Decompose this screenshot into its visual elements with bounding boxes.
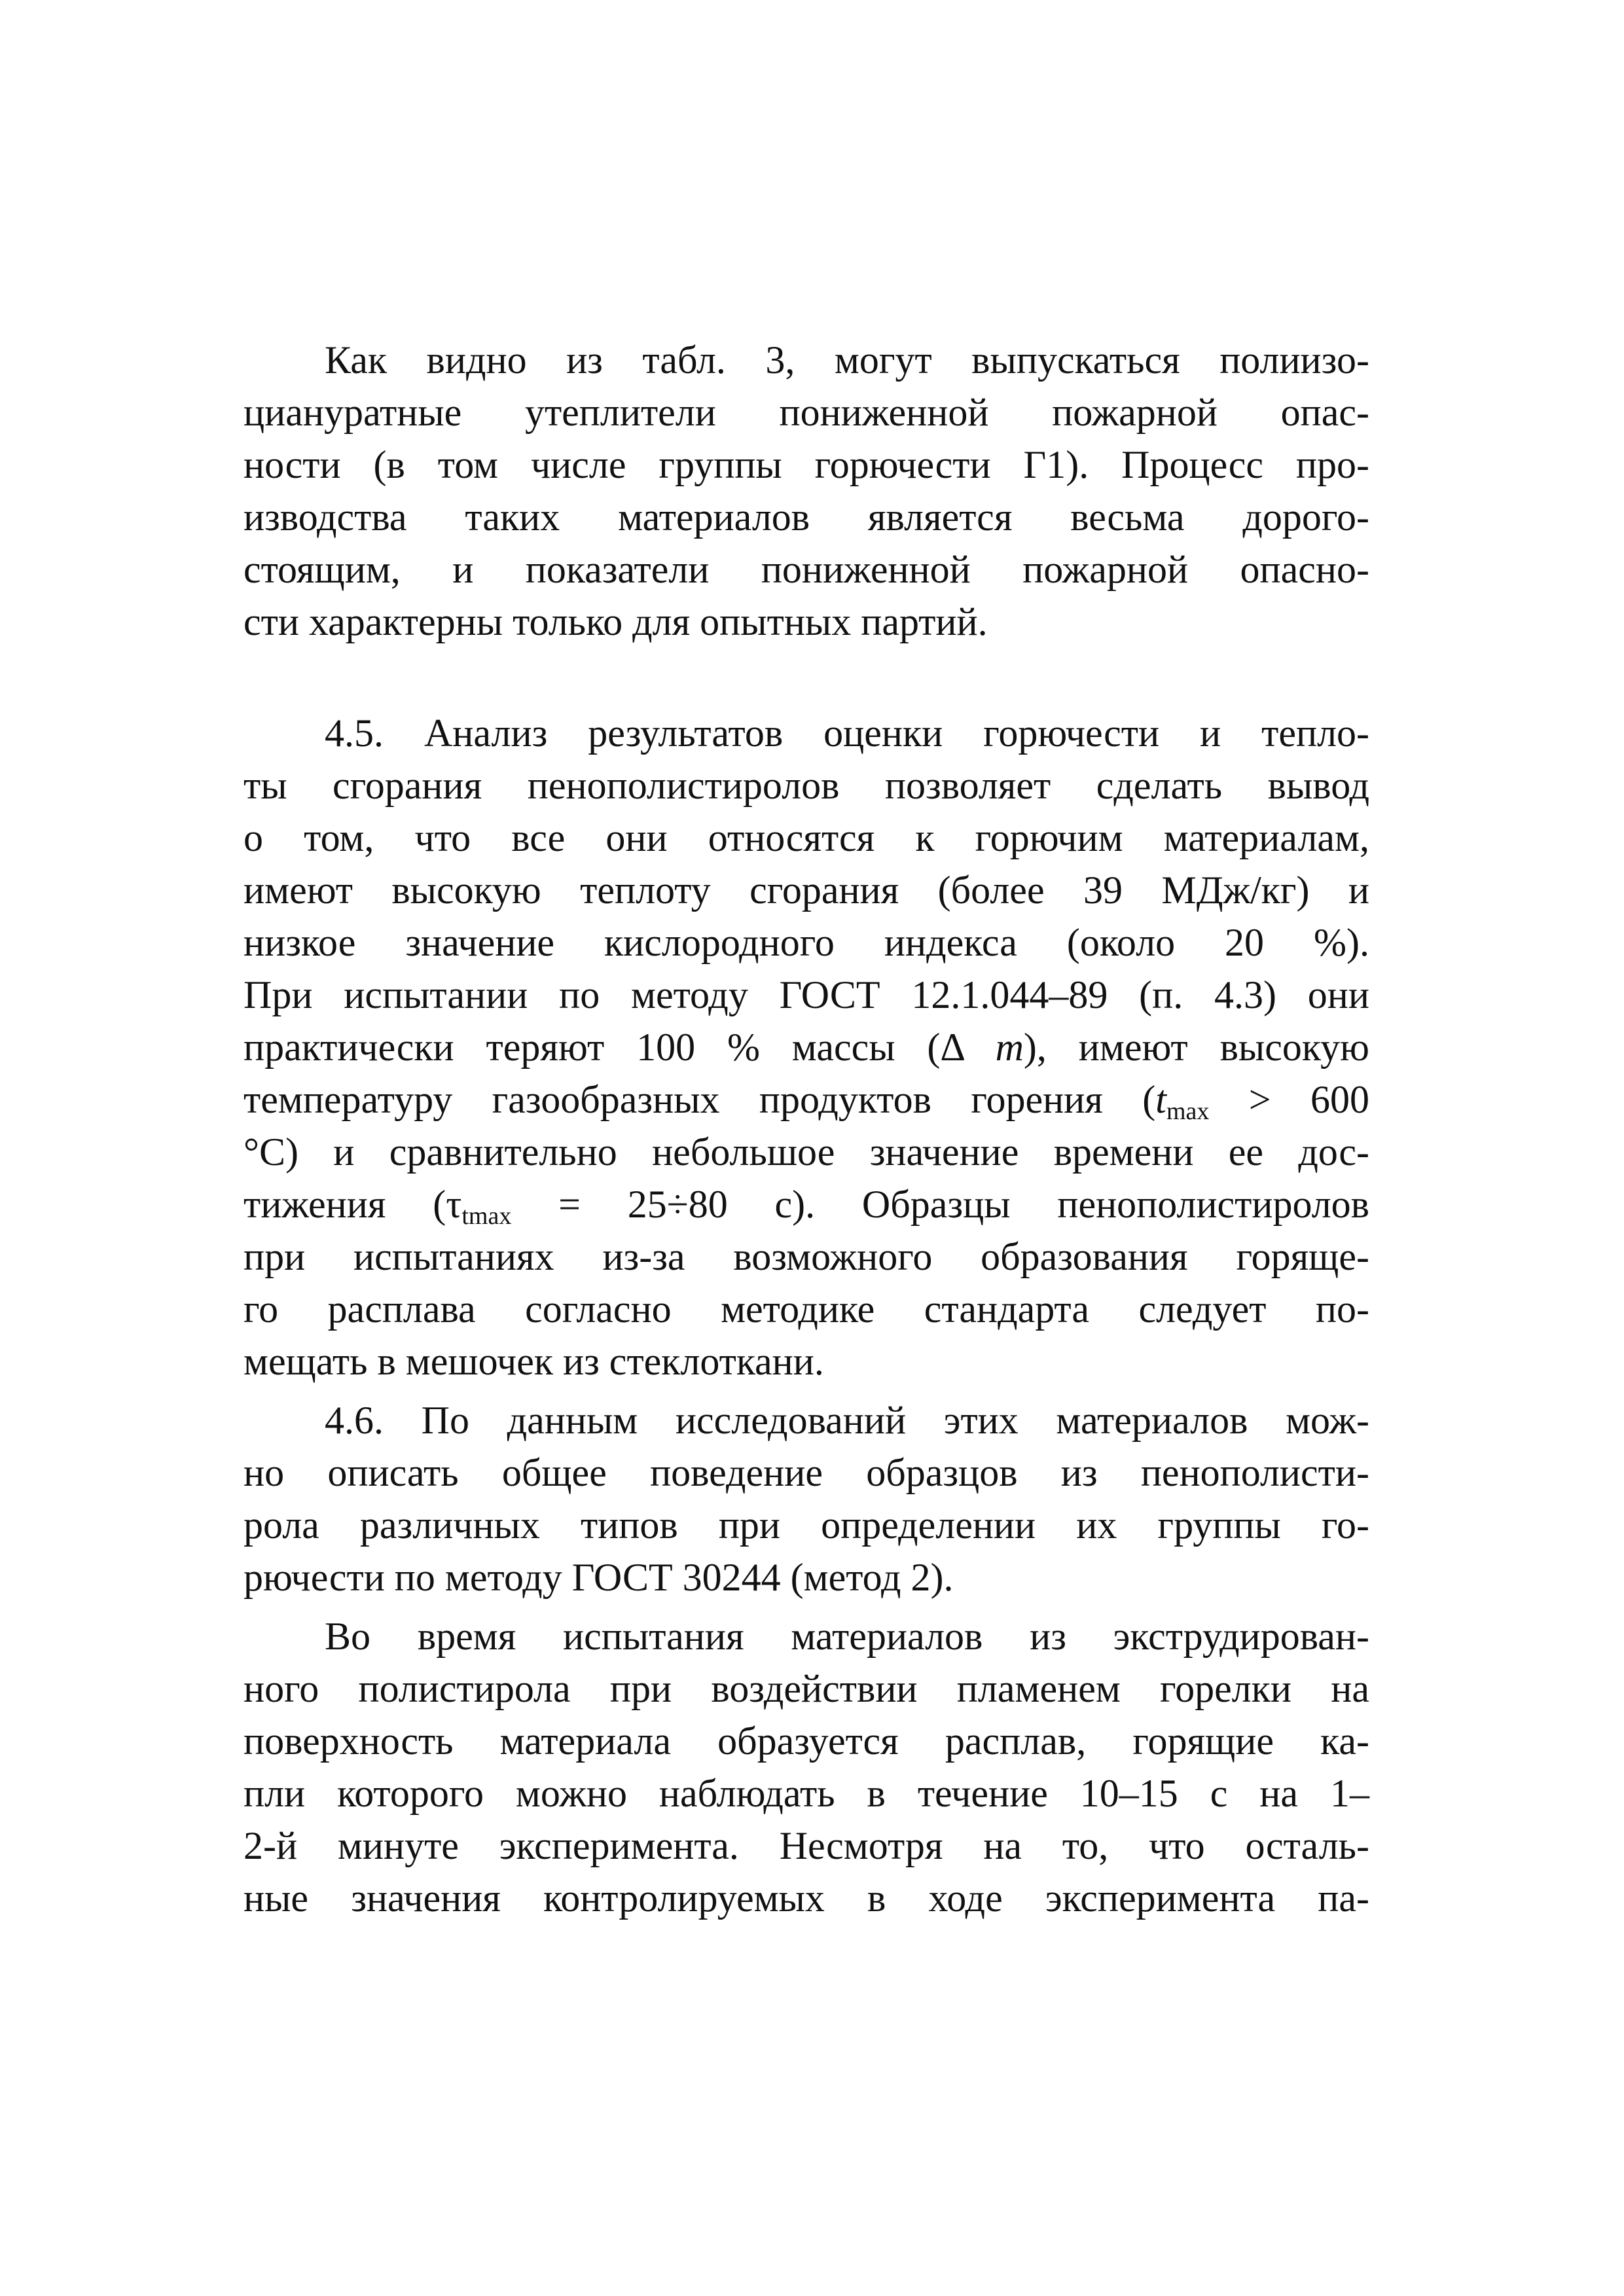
p2-line-10-suffix: = 25÷80 с). Образцы пенополистиролов — [511, 1183, 1369, 1226]
p1-line-6: сти характерны только для опытных партий. — [244, 600, 988, 643]
p2-line-10 — [244, 1178, 1369, 1230]
p4-line-5: 2-й минуте эксперимента. Несмотря на то, что осталь- — [244, 1824, 1369, 1867]
p2-line-7 — [244, 1021, 1369, 1073]
temperature-subscript: max — [1166, 1098, 1210, 1125]
p2-line-12: го расплава согласно методике стандарта следует по- — [244, 1287, 1369, 1331]
mass-variable: m — [995, 1026, 1024, 1069]
p4-line-6: ные значения контролируемых в ходе эксперимента па- — [244, 1876, 1369, 1920]
p4-line-4: пли которого можно наблюдать в течение 10–15 с на 1– — [244, 1772, 1369, 1815]
p3-line-1: 4.6. По данным исследований этих материалов мож- — [325, 1399, 1369, 1442]
p2-line-7-suffix: ), имеют высокую — [1023, 1026, 1369, 1069]
p2-line-8 — [244, 1073, 1369, 1126]
p2-line-11: при испытаниях из-за возможного образования горяще- — [244, 1235, 1369, 1278]
p2-line-7-prefix: практически теряют 100 % массы (Δ — [244, 1026, 996, 1069]
p1-line-4: изводства таких материалов является весьма дорого- — [244, 495, 1369, 539]
p2-line-3: о том, что все они относятся к горючим материалам, — [244, 816, 1369, 859]
p4-line-1: Во время испытания материалов из экструдирован- — [325, 1615, 1369, 1658]
p1-line-1: Как видно из табл. 3, могут выпускаться полиизо- — [325, 338, 1369, 382]
p2-line-8-suffix: > 600 — [1209, 1078, 1370, 1121]
temperature-variable: t — [1155, 1078, 1166, 1121]
p4-line-3: поверхность материала образуется расплав, горящие ка- — [244, 1719, 1369, 1763]
p1-line-5: стоящим, и показатели пониженной пожарной опасно- — [244, 548, 1369, 591]
time-subscript: tmax — [461, 1202, 512, 1230]
p4-line-2: ного полистирола при воздействии пламенем горелки на — [244, 1667, 1369, 1710]
p2-line-4: имеют высокую теплоту сгорания (более 39 МДж/кг) и — [244, 869, 1369, 912]
p2-line-1: 4.5. Анализ результатов оценки горючести и тепло- — [325, 711, 1369, 755]
p2-line-13: мещать в мешочек из стеклоткани. — [244, 1340, 824, 1383]
p1-line-3: ности (в том числе группы горючести Г1). Процесс про- — [244, 443, 1369, 486]
p2-line-8-prefix: температуру газообразных продуктов горения ( — [244, 1078, 1156, 1121]
p2-line-6: При испытании по методу ГОСТ 12.1.044–89 (п. 4.3) они — [244, 973, 1369, 1016]
p3-line-3: рола различных типов при определении их группы го- — [244, 1503, 1369, 1547]
p3-line-4: рючести по методу ГОСТ 30244 (метод 2). — [244, 1556, 954, 1599]
p2-line-5: низкое значение кислородного индекса (около 20 %). — [244, 921, 1369, 964]
p2-line-10-prefix: тижения (τ — [244, 1183, 462, 1226]
p2-line-2: ты сгорания пенополистиролов позволяет сделать вывод — [244, 764, 1369, 807]
p3-line-2: но описать общее поведение образцов из пенополисти- — [244, 1451, 1369, 1494]
p2-line-9: °С) и сравнительно небольшое значение времени ее дос- — [244, 1130, 1369, 1174]
p1-line-2: циануратные утеплители пониженной пожарной опас- — [244, 391, 1369, 434]
